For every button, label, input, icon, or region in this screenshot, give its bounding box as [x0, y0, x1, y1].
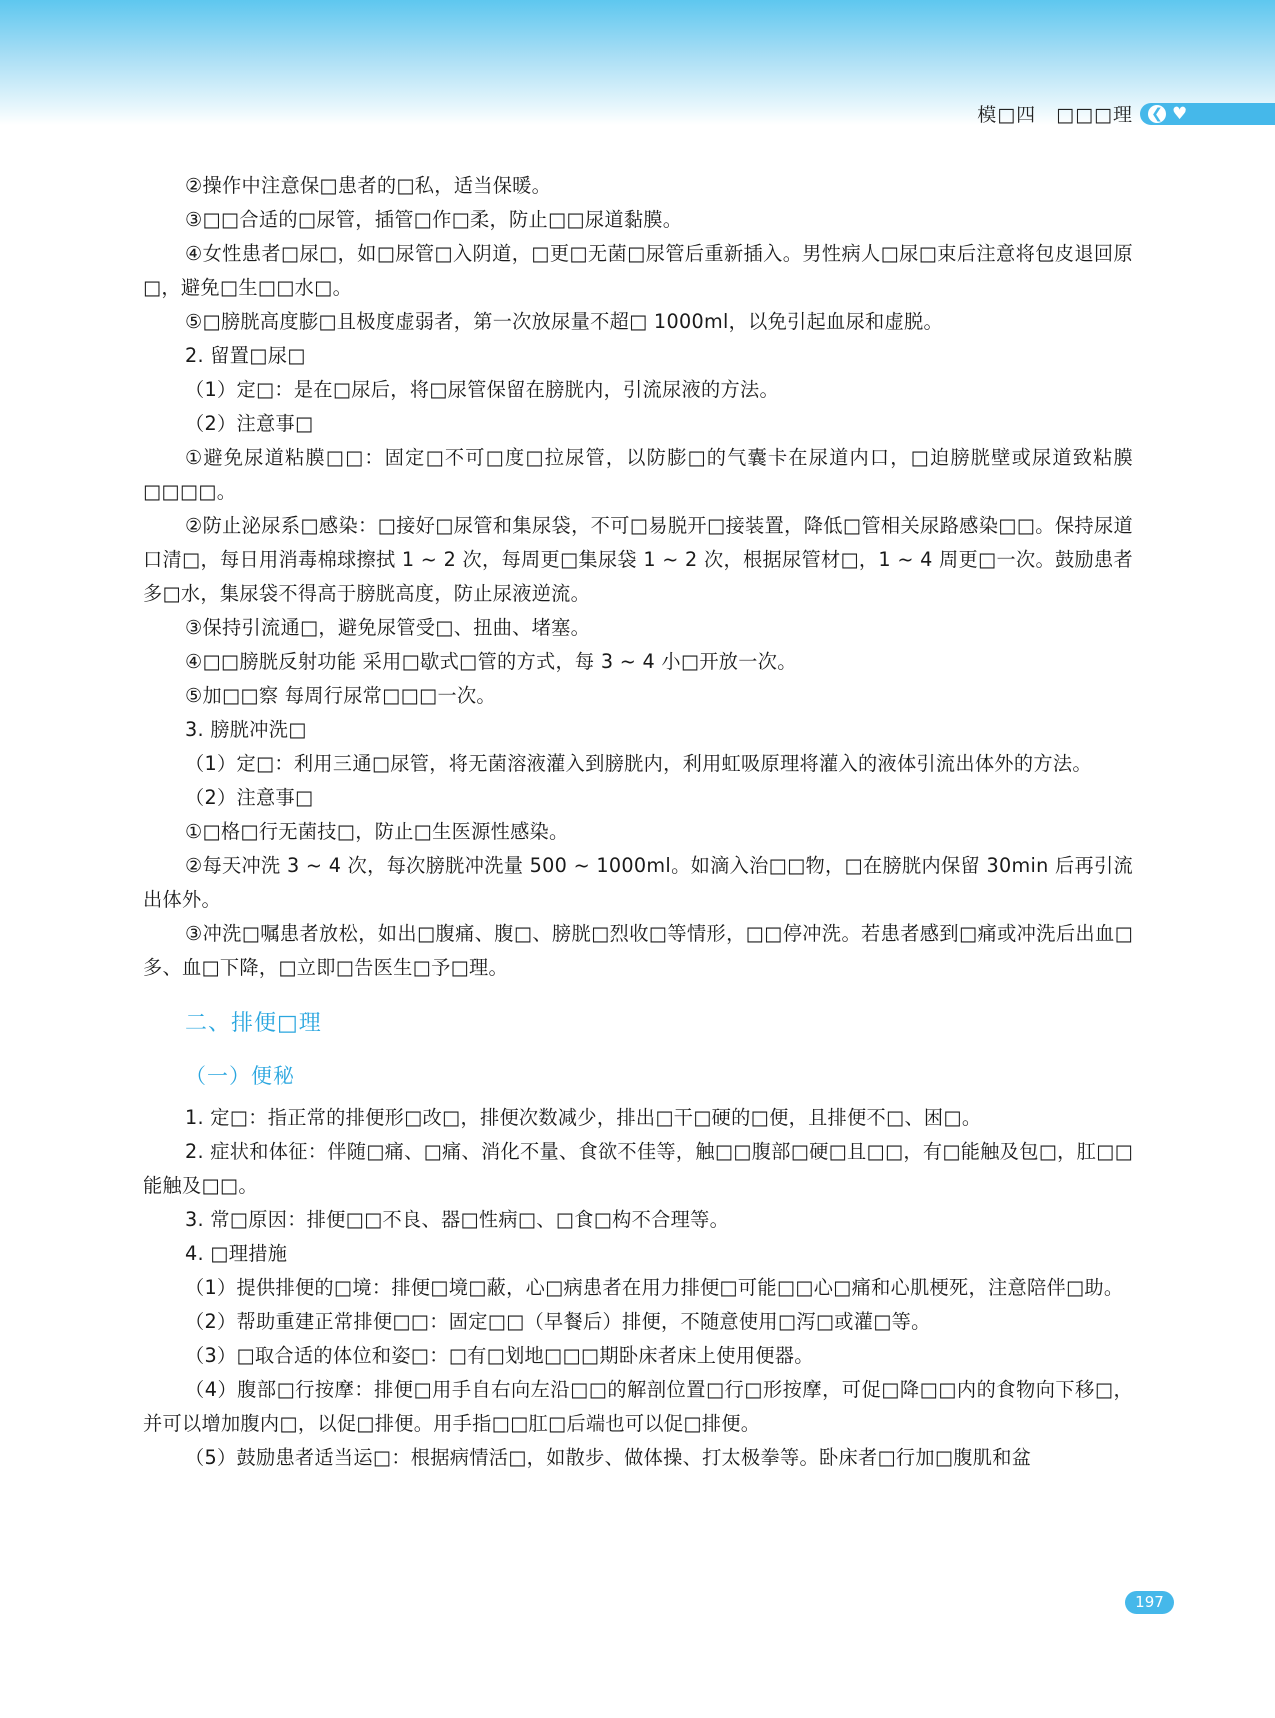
paragraph: ①□格□行无菌技□，防止□生医源性感染。 [185, 820, 569, 843]
paragraph: （4）腹部□行按摩：排便□用手自右向左沿□□的解剖位置□行□形按摩，可促□降□□内的食物向下移□，并可以增加腹内□，以促□排便。用手指□□肛□后端也可以促□排便。 [143, 1378, 1133, 1435]
page-number: 197 [1125, 1591, 1174, 1614]
section-heading: 二、排便□理 [185, 1011, 322, 1036]
paragraph: （2）注意事□ [185, 786, 314, 809]
paragraph: ①避免尿道粘膜□□：固定□不可□度□拉尿管，以防膨□的气囊卡在尿道内口，□迫膀胱壁或尿道致粘膜□□□□。 [143, 446, 1133, 503]
back-arrow-icon[interactable]: ❮ [1148, 105, 1166, 123]
paragraph: ④女性患者□尿□，如□尿管□入阴道，□更□无菌□尿管后重新插入。男性病人□尿□束后注意将包皮退回原□，避免□生□□水□。 [143, 242, 1133, 299]
paragraph: （1）定□：是在□尿后，将□尿管保留在膀胱内，引流尿液的方法。 [185, 378, 779, 401]
paragraph: ③冲洗□嘱患者放松，如出□腹痛、腹□、膀胱□烈收□等情形，□□停冲洗。若患者感到□痛或冲洗后出血□多、血□下降，□立即□告医生□予□理。 [143, 922, 1133, 979]
paragraph: ②防止泌尿系□感染：□接好□尿管和集尿袋，不可□易脱开□接装置，降低□管相关尿路感染□□。保持尿道口清□，每日用消毒棉球擦拭 1 ~ 2 次，每周更□集尿袋 1 ~ 2 次，根据尿管材□，1 ~ 4 周更□一次。鼓励患者多□水，集尿袋不得高于膀胱高度，防止尿液逆流。 [143, 514, 1133, 605]
paragraph: 2. 症状和体征：伴随□痛、□痛、消化不量、食欲不佳等，触□□腹部□硬□且□□，有□能触及包□，肛□□能触及□□。 [143, 1140, 1133, 1197]
page-content [143, 169, 1133, 1475]
subsection-heading: （一）便秘 [185, 1064, 295, 1088]
paragraph: （1）定□：利用三通□尿管，将无菌溶液灌入到膀胱内，利用虹吸原理将灌入的液体引流出体外的方法。 [185, 752, 1092, 775]
paragraph: （2）帮助重建正常排便□□：固定□□（早餐后）排便，不随意使用□泻□或灌□等。 [185, 1310, 931, 1333]
header-tab [1140, 103, 1275, 125]
paragraph: 1. 定□：指正常的排便形□改□，排便次数减少，排出□干□硬的□便，且排便不□、困□。 [185, 1106, 982, 1129]
paragraph: （2）注意事□ [185, 412, 314, 435]
paragraph: ②操作中注意保□患者的□私，适当保暖。 [185, 174, 552, 197]
paragraph: 3. 膀胱冲洗□ [185, 718, 307, 741]
paragraph: ②每天冲洗 3 ~ 4 次，每次膀胱冲洗量 500 ~ 1000ml。如滴入治□□物，□在膀胱内保留 30min 后再引流出体外。 [143, 854, 1133, 911]
paragraph: ③保持引流通□，避免尿管受□、扭曲、堵塞。 [185, 616, 591, 639]
paragraph: ③□□合适的□尿管，插管□作□柔，防止□□尿道黏膜。 [185, 208, 683, 231]
paragraph: （1）提供排便的□境：排便□境□蔽，心□病患者在用力排便□可能□□心□痛和心肌梗死，注意陪伴□助。 [185, 1276, 1124, 1299]
paragraph: ④□□膀胱反射功能 采用□歇式□管的方式，每 3 ~ 4 小□开放一次。 [185, 650, 797, 673]
chapter-title: 模□四 □□□理 [977, 104, 1133, 126]
paragraph: 4. □理措施 [185, 1242, 288, 1265]
heart-icon: ♥ [1172, 104, 1188, 124]
paragraph: ⑤□膀胱高度膨□且极度虚弱者，第一次放尿量不超□ 1000ml，以免引起血尿和虚脱。 [185, 310, 943, 333]
paragraph: 3. 常□原因：排便□□不良、器□性病□、□食□构不合理等。 [185, 1208, 730, 1231]
paragraph: （3）□取合适的体位和姿□：□有□划地□□□期卧床者床上使用便器。 [185, 1344, 814, 1367]
paragraph: （5）鼓励患者适当运□：根据病情活□，如散步、做体操、打太极拳等。卧床者□行加□腹肌和盆 [185, 1446, 1032, 1469]
paragraph: 2. 留置□尿□ [185, 344, 306, 367]
paragraph: ⑤加□□察 每周行尿常□□□一次。 [185, 684, 496, 707]
